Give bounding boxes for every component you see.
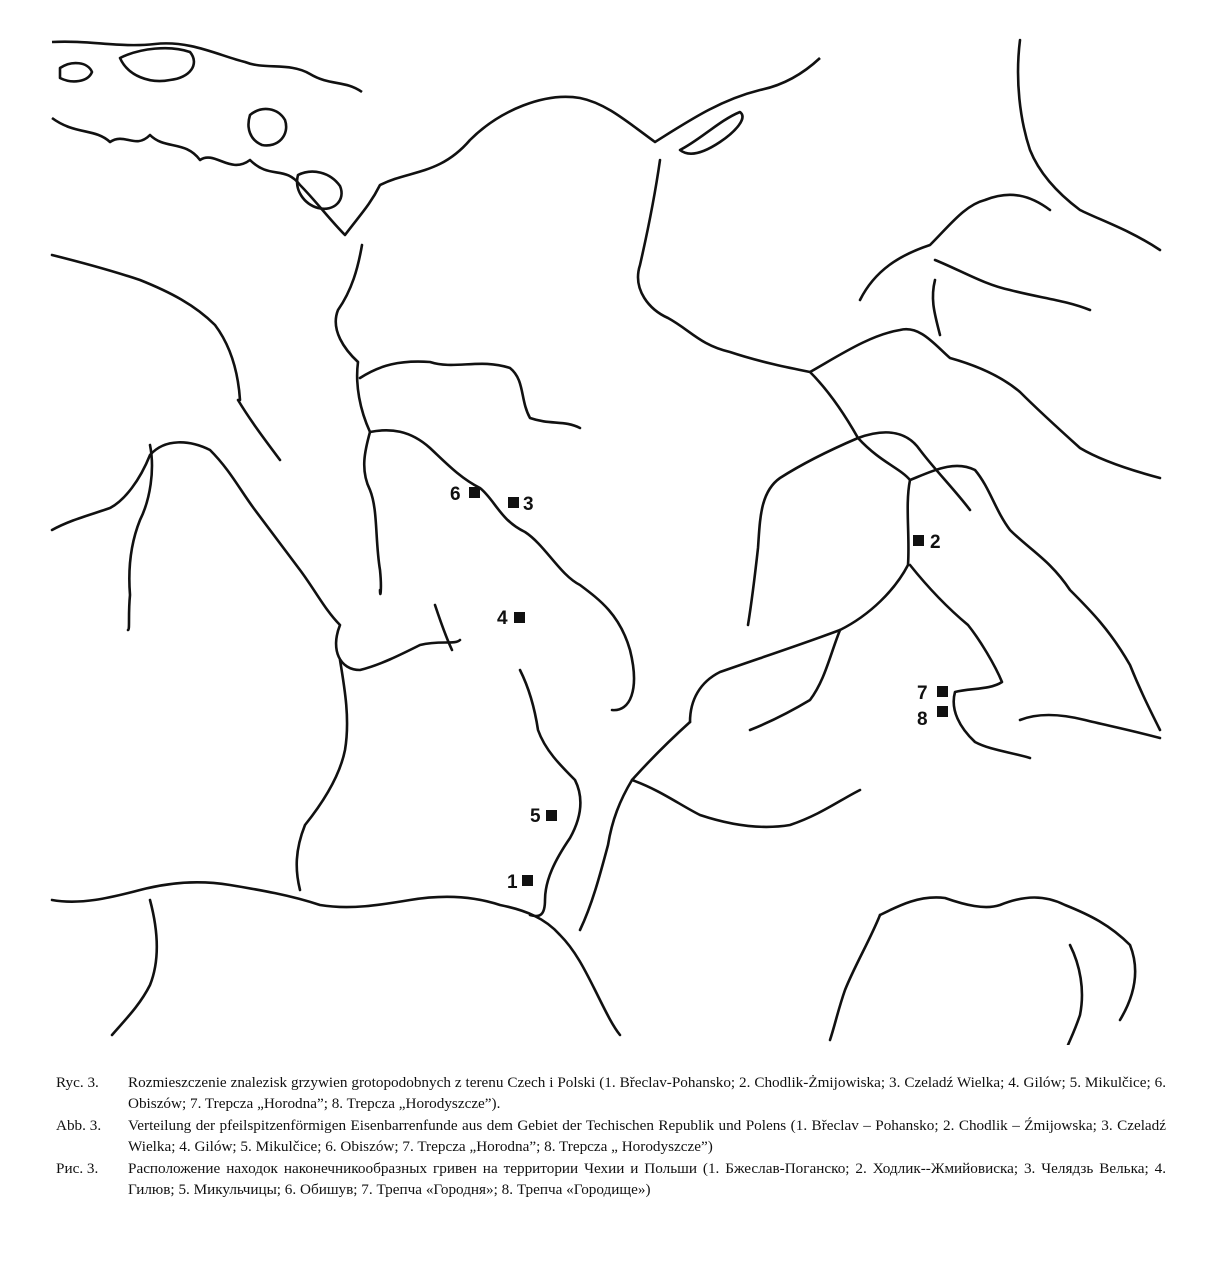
caption-text: Расположение находок наконечникообразных гривен на территории Чехии и Польши (1. Бжеслав-Поганско; 2. Ходлик--Жмийовиска; 3. Челядзь Велька; 4. Гилюв; 5. Микульчицы; 6. Обишув; 7. Трепча «Городня»; 8. Трепча «Городище»): [128, 1160, 1166, 1198]
oder-river: [336, 245, 634, 710]
island-small: [60, 63, 92, 81]
tributary-northeast: [860, 195, 1050, 300]
caption-label: Abb. 3.: [56, 1117, 102, 1134]
site-6: [450, 484, 480, 505]
caption-label: Рис. 3.: [56, 1160, 99, 1177]
narew-river: [810, 329, 1160, 478]
site-8: [917, 706, 948, 730]
site-2: [913, 532, 941, 553]
bug-river: [1018, 40, 1160, 250]
site-marker-6: [469, 487, 480, 498]
warta-upper: [364, 432, 381, 594]
pilica-branch: [858, 432, 970, 510]
carpathian-stream: [1020, 715, 1160, 738]
hron-river: [632, 780, 860, 827]
site-3: [508, 494, 534, 515]
island-west: [249, 109, 287, 145]
elbe-river: [52, 255, 240, 400]
site-marker-4: [514, 612, 525, 623]
pilica-river: [748, 438, 858, 625]
site-label-1: 1: [507, 872, 518, 893]
coast-northwest: [52, 42, 362, 92]
site-marker-2: [913, 535, 924, 546]
figure-caption: [56, 1072, 1166, 1201]
danube-tributary: [112, 900, 157, 1035]
caption-polish: [56, 1072, 1166, 1114]
baltic-coastline: [52, 58, 820, 235]
site-marker-5: [546, 810, 557, 821]
island-north: [120, 48, 194, 81]
caption-text: Rozmieszczenie znalezisk grzywien grotopodobnych z terenu Czech i Polski (1. Břeclav-Pohansko; 2. Chodlik-Żmijowiska; 3. Czeladź Wielka; 4. Gilów; 5. Mikulčice; 6. Obiszów; 7. Trepcza „Horodna”; 8. Trepcza „Horodyszcze”).: [128, 1074, 1166, 1112]
morava-valley: [297, 660, 347, 890]
tributary-east: [935, 260, 1090, 310]
danube-river: [52, 882, 620, 1035]
vltava-river: [52, 442, 460, 670]
site-label-5: 5: [530, 806, 541, 827]
site-label-6: 6: [450, 484, 461, 505]
site-marker-8: [937, 706, 948, 717]
site-marker-3: [508, 497, 519, 508]
site-label-3: 3: [523, 494, 534, 515]
site-marker-7: [937, 686, 948, 697]
site-label-8: 8: [917, 709, 928, 730]
site-5: [530, 806, 557, 827]
stream-east: [1068, 945, 1082, 1045]
site-label-4: 4: [497, 608, 508, 629]
caption-text: Verteilung der pfeilspitzenförmigen Eisenbarrenfunde aus dem Gebiet der Techischen Republik und Polens (1. Břeclav – Pohansko; 2. Chodlik – Źmijowska; 3. Czeladź Wielka; 4. Gilów; 5. Mikulčice; 6. Obiszów; 7. Trepcza „Horodna”; 8. Trepcza „ Horodyszcze”): [128, 1117, 1166, 1155]
tisa-river: [880, 897, 1135, 1020]
caption-german: [56, 1115, 1166, 1157]
caption-label: Ryc. 3.: [56, 1074, 99, 1091]
warta-river: [360, 362, 580, 428]
stream-north: [933, 280, 940, 335]
site-7: [917, 683, 948, 704]
caption-russian: [56, 1158, 1166, 1200]
san-river: [910, 565, 1030, 758]
tisa-branch: [830, 915, 880, 1040]
site-label-7: 7: [917, 683, 928, 704]
vah-river: [580, 722, 690, 930]
site-1: [507, 872, 533, 893]
elbe-south: [128, 445, 152, 630]
lagoon-outline: [680, 112, 742, 154]
site-label-2: 2: [930, 532, 941, 553]
stream-west: [238, 400, 280, 460]
site-4: [497, 608, 525, 629]
site-marker-1: [522, 875, 533, 886]
vistula-river: [638, 160, 910, 722]
